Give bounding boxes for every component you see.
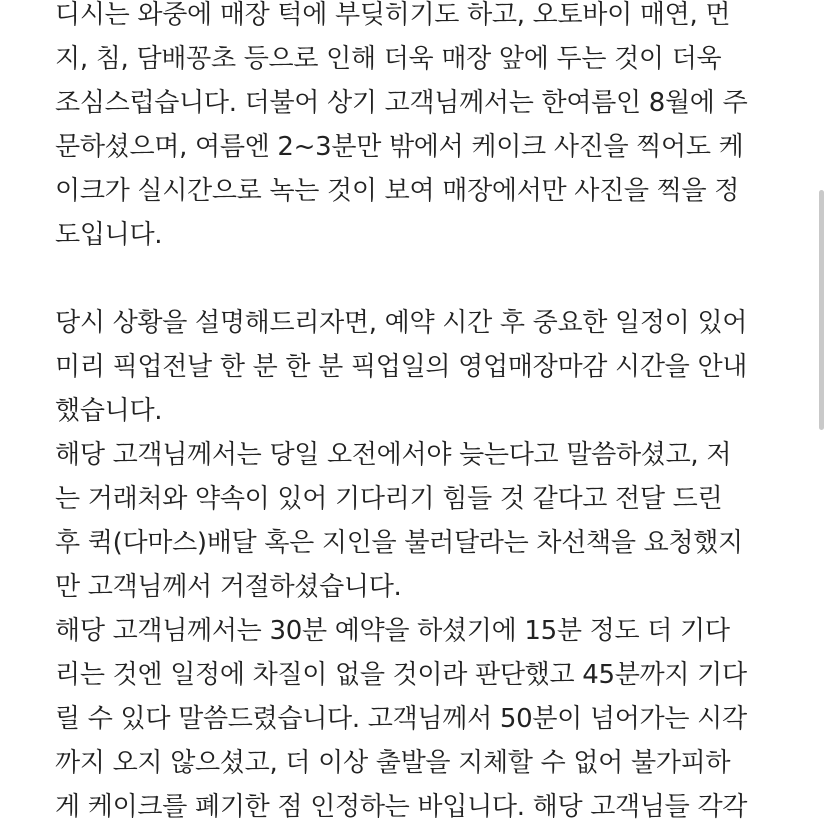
text-line: 릴 수 있다 말씀드렸습니다. 고객님께서 50분이 넘어가는 시각 xyxy=(55,704,747,734)
text-line: 만 고객님께서 거절하셨습니다. xyxy=(55,572,402,602)
paragraph-gap xyxy=(55,257,795,301)
text-line: 조심스럽습니다. 더불어 상기 고객님께서는 한여름인 8월에 주 xyxy=(55,88,748,118)
text-line: 해당 고객님께서는 당일 오전에서야 늦는다고 말씀하셨고, 저 xyxy=(55,440,732,470)
text-line: 게 케이크를 폐기한 점 인정하는 바입니다. 해당 고객님들 각각 xyxy=(55,792,748,822)
text-line: 문하셨으며, 여름엔 2~3분만 밖에서 케이크 사진을 찍어도 케 xyxy=(55,132,744,162)
vertical-scrollbar[interactable] xyxy=(819,190,824,430)
paragraph-2 xyxy=(55,301,795,829)
text-line: 이크가 실시간으로 녹는 것이 보여 매장에서만 사진을 찍을 정 xyxy=(55,176,740,206)
text-line: 는 거래처와 약속이 있어 기다리기 힘들 것 같다고 전달 드린 xyxy=(55,484,723,514)
text-line: 했습니다. xyxy=(55,396,163,426)
text-line: 까지 오지 않으셨고, 더 이상 출발을 지체할 수 없어 불가피하 xyxy=(55,748,731,778)
text-line: 해당 고객님께서는 30분 예약을 하셨기에 15분 정도 더 기다 xyxy=(55,616,730,646)
document-body xyxy=(55,0,795,829)
text-line: 도입니다. xyxy=(55,220,163,250)
paragraph-1 xyxy=(55,0,795,257)
text-line: 디시는 와중에 매장 턱에 부딪히기도 하고, 오토바이 매연, 먼 xyxy=(55,0,731,30)
text-line: 미리 픽업전날 한 분 한 분 픽업일의 영업매장마감 시간을 안내 xyxy=(55,352,748,382)
text-line: 지, 침, 담배꽁초 등으로 인해 더욱 매장 앞에 두는 것이 더욱 xyxy=(55,44,722,74)
text-line: 당시 상황을 설명해드리자면, 예약 시간 후 중요한 일정이 있어 xyxy=(55,308,748,338)
text-line: 후 퀵(다마스)배달 혹은 지인을 불러달라는 차선책을 요청했지 xyxy=(55,528,743,558)
text-line: 리는 것엔 일정에 차질이 없을 것이라 판단했고 45분까지 기다 xyxy=(55,660,747,690)
